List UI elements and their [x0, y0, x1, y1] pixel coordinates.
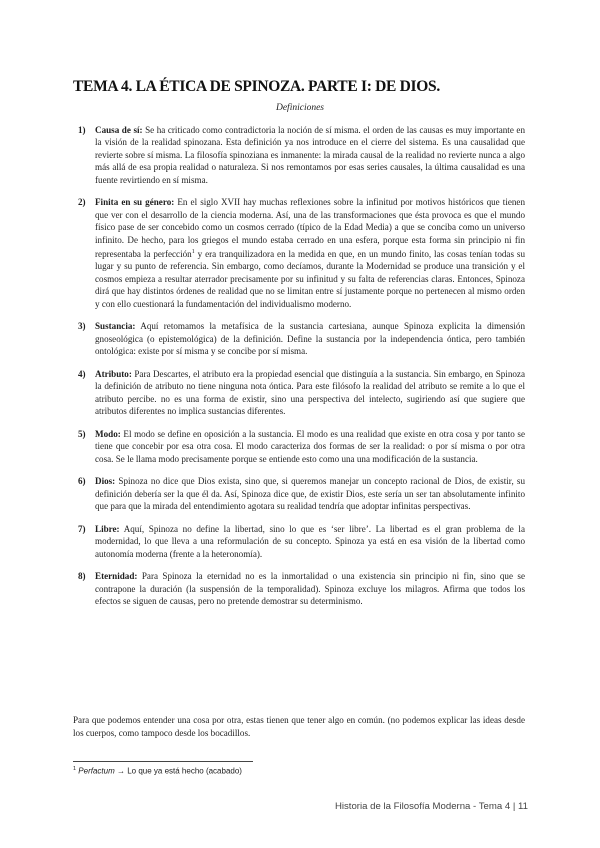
- definition-item: [73, 368, 525, 418]
- definition-number: 7): [78, 523, 86, 534]
- definition-item: [73, 196, 525, 310]
- definition-item: [73, 475, 525, 512]
- definition-text-continued: y era tranquilizadora en la medida en que, en un mundo finito, las cosas tenían todas su lugar y su punto de referencia. Sin embargo, como decíamos, durante la Modernidad se produce una transición y el cosmos empieza a resultar aterrador precisamente por su infinitud y su falta de referencias claras. Entonces, Spinoza dirá que hay distintos órdenes de realidad que no se limitan entre sí justamente porque no pertenecen al mismo orden y con ello cuestionará la fundamentación del individualismo moderno.: [95, 248, 525, 309]
- footnote: [73, 766, 242, 776]
- definition-item: [73, 523, 525, 560]
- definition-term: Dios:: [95, 476, 116, 487]
- footnote-text: Lo que ya está hecho (acabado): [127, 766, 242, 776]
- definition-text: El modo se define en oposición a la sustancia. El modo es una realidad que existe en otra cosa y por tanto se tiene que concebir por esa otra cosa. El modo caracteriza dos formas de ser la realidad: o por sí misma o por otra cosa. Se le llama modo precisamente porque se entiende esto como una una modificación de la sustancia.: [95, 428, 525, 464]
- section-subtitle: Definiciones: [275, 103, 324, 113]
- definition-text: Se ha criticado como contradictoria la noción de sí misma. el orden de las causas es muy importante en la visión de la realidad spinozana. Esta definición ya nos introduce en el cierre del sistema. Es una causalidad que revierte sobre sí misma. La filosofía spinoziana es inmanente: la mirada causal de la realidad no revierte nunca a algo más allá de esa propia realidad o naturaleza. Si nos remontamos por esas series causales, la última causalidad es una fuente revirtiendo en sí misma.: [95, 125, 525, 185]
- definition-text: Spinoza no dice que Dios exista, sino que, si queremos manejar un concepto racional de Dios, de existir, su definición debería ser la que él da. Así, Spinoza dice que, de existir Dios, este sería un ser tan absolutamente infinito que para que la mirada del entendimiento agotara su realidad tendría que adoptar infinitas perspectivas.: [95, 476, 525, 512]
- closing-paragraph: Para que podemos entender una cosa por otra, estas tienen que tener algo en común. (no podemos explicar las ideas desde los cuerpos, como tampoco desde los bocadillos.: [73, 715, 525, 738]
- definition-number: 1): [78, 125, 86, 135]
- definition-item: [73, 428, 525, 465]
- definition-number: 6): [78, 476, 86, 487]
- definition-term: Libre:: [95, 523, 120, 534]
- definitions-list: [73, 124, 525, 618]
- definition-item: [73, 320, 525, 357]
- definition-number: 4): [78, 368, 86, 379]
- definition-text: Para Spinoza la eternidad no es la inmortalidad o una existencia sin principio ni fin, sino que se contrapone la duración (la suspensión de la temporalidad). Spinoza excluye los milagros. Afirma que todos los efectos se siguen de causas, pero no pretende demostrar su determinismo.: [95, 571, 525, 607]
- definition-term: Finita en su género:: [95, 197, 175, 208]
- definition-text: Aquí, Spinoza no define la libertad, sino lo que es ‘ser libre’. La libertad es el gran problema de la modernidad, lo que lleva a una reformulación de su concepto. Spinoza ya está en esa visión de la libertad como autonomía moderna (frente a la heteronomía).: [95, 523, 525, 559]
- definition-term: Eternidad:: [95, 571, 138, 582]
- footnote-divider: [73, 761, 253, 762]
- footnote-term: Perfactum: [78, 766, 115, 776]
- definition-term: Atributo:: [95, 368, 132, 379]
- definition-text: En el siglo XVII hay muchas reflexiones sobre la infinitud por motivos históricos que tienen que ver con el desarrollo de la ciencia moderna. Así, una de las transformaciones que ésta provoca es que el mundo físico pase de ser concebido como un cosmos cerrado (típico de la Edad Media) a que se conciba como un universo infinito. De hecho, para los griegos el mundo estaba cerrado en una esfera, porque esta forma sin principio ni fin representaba la perfección: [95, 197, 526, 259]
- definition-term: Modo:: [95, 428, 121, 439]
- page-title: TEMA 4. LA ÉTICA DE SPINOZA. PARTE I: DE DIOS.: [73, 78, 440, 95]
- arrow-icon: →: [114, 766, 128, 776]
- definition-number: 2): [78, 197, 86, 208]
- definition-item: [73, 570, 525, 607]
- footnote-reference[interactable]: 1: [191, 248, 195, 255]
- page-footer: Historia de la Filosofía Moderna - Tema 4 | 11: [334, 801, 528, 812]
- definition-number: 5): [78, 428, 86, 439]
- definition-text: Aquí retomamos la metafísica de la sustancia cartesiana, aunque Spinoza explicita la dimensión gnoseológica (o epistemológica) de la definición. Define la sustancia por la independencia óntica, pero también ontológica: existe por sí misma y se concibe por sí misma.: [95, 321, 525, 357]
- definition-number: 8): [78, 571, 86, 582]
- footnote-mark: 1: [73, 766, 77, 772]
- definition-number: 3): [78, 321, 86, 332]
- definition-term: Causa de sí:: [95, 125, 143, 135]
- definition-item: [73, 124, 525, 186]
- definition-term: Sustancia:: [95, 321, 136, 332]
- definition-text: Para Descartes, el atributo era la propiedad esencial que distinguía a la sustancia. Sin embargo, en Spinoza la definición de atributo no tiene ninguna nota óntica. Para este filósofo la realidad del atributo se remite a lo que el atributo percibe. no es una forma de existir, sino una perspectiva del intelecto, sugiriendo así que sugiere que atributos diferentes no implica sustancias diferentes.: [95, 368, 525, 417]
